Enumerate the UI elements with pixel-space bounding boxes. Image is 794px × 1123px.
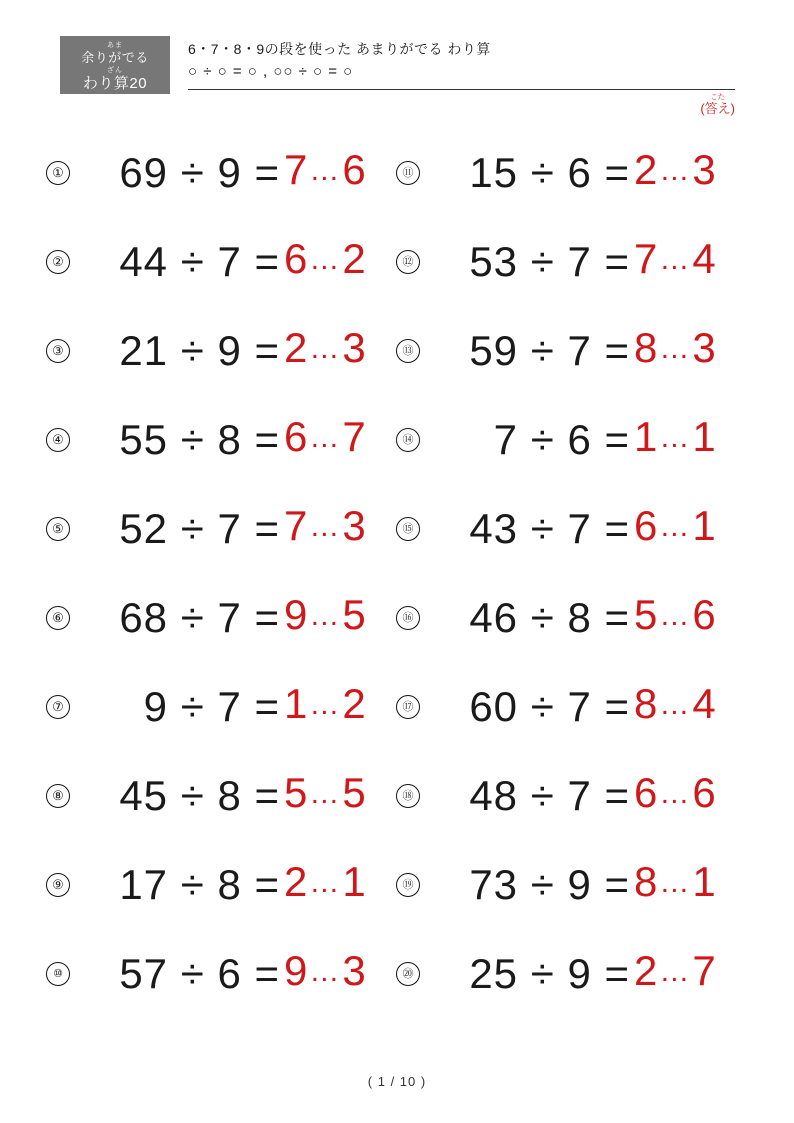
problem-item	[46, 217, 396, 306]
remainder-dots: …	[659, 688, 691, 721]
problem-expression	[426, 416, 634, 464]
answer	[284, 947, 396, 1000]
worksheet-description	[188, 38, 733, 60]
remainder-dots: …	[309, 332, 341, 365]
quotient: 7	[284, 502, 308, 549]
answer	[284, 413, 396, 466]
badge-line2-text: わり算20	[82, 75, 148, 92]
equals-sign: =	[604, 504, 630, 552]
quotient: 7	[634, 235, 658, 282]
equals-sign: =	[254, 949, 280, 997]
remainder-dots: …	[659, 243, 691, 276]
header-text-block	[188, 38, 733, 84]
remainder: 7	[342, 413, 366, 460]
problem-row	[46, 573, 746, 662]
problem-number: ⑪	[396, 161, 420, 185]
divide-sign: ÷	[530, 326, 555, 374]
problem-number: ⑰	[396, 695, 420, 719]
equals-sign: =	[254, 682, 280, 730]
description-text: 6・7・8・9の段を使った あまりがでる わり算	[188, 41, 491, 57]
remainder: 1	[692, 502, 716, 549]
remainder-dots: …	[309, 866, 341, 899]
remainder: 4	[692, 235, 716, 282]
badge-line2-ruby: ざん	[107, 67, 123, 74]
problem-expression	[76, 238, 284, 286]
answer	[284, 235, 396, 288]
remainder-dots: …	[659, 599, 691, 632]
problem-grid	[46, 128, 746, 1018]
divide-sign: ÷	[180, 949, 205, 997]
problem-item	[46, 662, 396, 751]
remainder: 5	[342, 591, 366, 638]
problem-number: ③	[46, 339, 70, 363]
problem-expression	[426, 772, 634, 820]
divide-sign: ÷	[180, 504, 205, 552]
problem-row	[46, 128, 746, 217]
divisor: 6	[217, 949, 242, 997]
problem-number: ②	[46, 250, 70, 274]
problem-expression	[76, 594, 284, 642]
divisor: 8	[217, 415, 242, 463]
remainder-dots: …	[659, 332, 691, 365]
problem-row	[46, 662, 746, 751]
remainder-dots: …	[309, 243, 341, 276]
divisor: 9	[567, 860, 592, 908]
dividend: 25	[469, 949, 519, 997]
divide-sign: ÷	[180, 771, 205, 819]
remainder: 1	[342, 858, 366, 905]
answer	[284, 680, 396, 733]
problem-expression	[426, 238, 634, 286]
remainder: 3	[692, 324, 716, 371]
dividend: 69	[119, 148, 169, 196]
equals-sign: =	[604, 237, 630, 285]
remainder-dots: …	[309, 154, 341, 187]
problem-row	[46, 751, 746, 840]
remainder-dots: …	[309, 510, 341, 543]
quotient: 5	[634, 591, 658, 638]
equals-sign: =	[254, 504, 280, 552]
remainder: 2	[342, 680, 366, 727]
remainder-dots: …	[659, 955, 691, 988]
equals-sign: =	[604, 771, 630, 819]
divisor: 7	[217, 593, 242, 641]
divisor: 6	[567, 415, 592, 463]
remainder-dots: …	[659, 154, 691, 187]
problem-item	[396, 840, 746, 929]
problem-row	[46, 306, 746, 395]
equals-sign: =	[604, 148, 630, 196]
problem-expression	[76, 950, 284, 998]
divide-sign: ÷	[180, 237, 205, 285]
dividend: 60	[469, 682, 519, 730]
answer	[284, 769, 396, 822]
problem-item	[46, 306, 396, 395]
quotient: 5	[284, 769, 308, 816]
remainder: 4	[692, 680, 716, 727]
remainder-dots: …	[659, 510, 691, 543]
problem-number: ⑲	[396, 873, 420, 897]
equals-sign: =	[604, 326, 630, 374]
remainder-dots: …	[659, 421, 691, 454]
equals-sign: =	[254, 237, 280, 285]
answer	[634, 146, 746, 199]
problem-item	[396, 306, 746, 395]
remainder-dots: …	[309, 777, 341, 810]
problem-expression	[76, 327, 284, 375]
divisor: 8	[567, 593, 592, 641]
dividend: 9	[143, 682, 169, 730]
problem-row	[46, 840, 746, 929]
answer-label-ruby: こた	[710, 94, 725, 101]
problem-expression	[76, 505, 284, 553]
quotient: 9	[284, 947, 308, 994]
remainder: 5	[342, 769, 366, 816]
badge-title-line2	[60, 67, 170, 94]
quotient: 7	[284, 146, 308, 193]
dividend: 43	[469, 504, 519, 552]
remainder: 6	[342, 146, 366, 193]
quotient: 2	[634, 947, 658, 994]
problem-number: ⑩	[46, 962, 70, 986]
dividend: 45	[119, 771, 169, 819]
divisor: 7	[217, 682, 242, 730]
equals-sign: =	[254, 148, 280, 196]
divisor: 7	[567, 504, 592, 552]
problem-item	[396, 751, 746, 840]
problem-item	[396, 929, 746, 1018]
equals-sign: =	[604, 949, 630, 997]
quotient: 2	[634, 146, 658, 193]
divisor: 9	[567, 949, 592, 997]
problem-number: ⑭	[396, 428, 420, 452]
divide-sign: ÷	[530, 593, 555, 641]
quotient: 6	[284, 413, 308, 460]
answer	[284, 502, 396, 555]
quotient: 2	[284, 858, 308, 905]
title-badge	[60, 36, 170, 94]
divisor: 7	[217, 237, 242, 285]
remainder: 7	[692, 947, 716, 994]
remainder: 1	[692, 413, 716, 460]
problem-expression	[426, 505, 634, 553]
answer	[634, 680, 746, 733]
quotient: 9	[284, 591, 308, 638]
remainder: 3	[342, 502, 366, 549]
problem-expression	[76, 683, 284, 731]
problem-item	[396, 128, 746, 217]
answer	[284, 146, 396, 199]
problem-number: ⑤	[46, 517, 70, 541]
quotient: 8	[634, 858, 658, 905]
problem-expression	[426, 683, 634, 731]
problem-expression	[426, 594, 634, 642]
dividend: 15	[469, 148, 519, 196]
remainder-dots: …	[309, 955, 341, 988]
problem-number: ⑦	[46, 695, 70, 719]
problem-item	[396, 217, 746, 306]
dividend: 7	[493, 415, 519, 463]
divisor: 9	[217, 148, 242, 196]
remainder: 3	[692, 146, 716, 193]
problem-row	[46, 929, 746, 1018]
badge-line1-ruby: あま	[106, 42, 123, 49]
worksheet-header	[60, 36, 735, 116]
problem-expression	[76, 861, 284, 909]
problem-item	[396, 662, 746, 751]
remainder: 6	[692, 591, 716, 638]
problem-row	[46, 484, 746, 573]
quotient: 6	[634, 502, 658, 549]
answer-label-text: (答え)	[700, 101, 735, 116]
problem-expression	[76, 772, 284, 820]
divisor: 7	[567, 771, 592, 819]
problem-item	[46, 840, 396, 929]
divisor: 9	[217, 326, 242, 374]
quotient: 8	[634, 680, 658, 727]
remainder-dots: …	[309, 688, 341, 721]
divide-sign: ÷	[530, 771, 555, 819]
equals-sign: =	[254, 415, 280, 463]
badge-title-line1	[60, 42, 170, 67]
problem-expression	[426, 327, 634, 375]
divide-sign: ÷	[180, 148, 205, 196]
equals-sign: =	[254, 860, 280, 908]
divide-sign: ÷	[530, 682, 555, 730]
problem-row	[46, 395, 746, 484]
dividend: 68	[119, 593, 169, 641]
divide-sign: ÷	[180, 682, 205, 730]
dividend: 59	[469, 326, 519, 374]
answer	[634, 324, 746, 377]
remainder-dots: …	[309, 599, 341, 632]
equals-sign: =	[604, 682, 630, 730]
divide-sign: ÷	[530, 949, 555, 997]
divisor: 6	[567, 148, 592, 196]
problem-item	[46, 128, 396, 217]
divide-sign: ÷	[180, 593, 205, 641]
answer	[634, 858, 746, 911]
problem-expression	[426, 861, 634, 909]
remainder: 1	[692, 858, 716, 905]
badge-line1-text: 余りがでる	[81, 50, 149, 65]
answer	[634, 502, 746, 555]
problem-number: ①	[46, 161, 70, 185]
problem-number: ⑨	[46, 873, 70, 897]
answer	[634, 591, 746, 644]
answer	[284, 591, 396, 644]
dividend: 73	[469, 860, 519, 908]
equals-sign: =	[254, 593, 280, 641]
quotient: 6	[284, 235, 308, 282]
answer	[284, 858, 396, 911]
problem-number: ⑧	[46, 784, 70, 808]
remainder: 6	[692, 769, 716, 816]
equals-sign: =	[254, 771, 280, 819]
divide-sign: ÷	[180, 860, 205, 908]
problem-item	[396, 573, 746, 662]
divide-sign: ÷	[530, 148, 555, 196]
dividend: 52	[119, 504, 169, 552]
divisor: 7	[567, 326, 592, 374]
remainder-dots: …	[659, 777, 691, 810]
quotient: 6	[634, 769, 658, 816]
problem-item	[46, 395, 396, 484]
dividend: 55	[119, 415, 169, 463]
problem-number: ⑫	[396, 250, 420, 274]
equals-sign: =	[604, 593, 630, 641]
quotient: 1	[284, 680, 308, 727]
problem-number: ⑥	[46, 606, 70, 630]
equals-sign: =	[254, 326, 280, 374]
problem-number: ⑯	[396, 606, 420, 630]
dividend: 17	[119, 860, 169, 908]
problem-item	[46, 573, 396, 662]
answer	[634, 769, 746, 822]
equals-sign: =	[604, 415, 630, 463]
problem-expression	[76, 416, 284, 464]
answer-label	[700, 94, 735, 116]
divisor: 8	[217, 860, 242, 908]
problem-item	[396, 395, 746, 484]
problem-number: ⑮	[396, 517, 420, 541]
problem-number: ④	[46, 428, 70, 452]
page-footer: ( 1 / 10 )	[367, 1074, 427, 1089]
dividend: 21	[119, 326, 169, 374]
divisor: 8	[217, 771, 242, 819]
problem-expression	[76, 149, 284, 197]
problem-number: ⑱	[396, 784, 420, 808]
quotient: 2	[284, 324, 308, 371]
divide-sign: ÷	[530, 237, 555, 285]
remainder: 3	[342, 947, 366, 994]
problem-item	[46, 929, 396, 1018]
dividend: 44	[119, 237, 169, 285]
quotient: 8	[634, 324, 658, 371]
problem-item	[396, 484, 746, 573]
dividend: 57	[119, 949, 169, 997]
divide-sign: ÷	[530, 415, 555, 463]
problem-row	[46, 217, 746, 306]
problem-item	[46, 751, 396, 840]
quotient: 1	[634, 413, 658, 460]
dividend: 46	[469, 593, 519, 641]
remainder-dots: …	[309, 421, 341, 454]
problem-expression	[426, 950, 634, 998]
divisor: 7	[217, 504, 242, 552]
problem-expression	[426, 149, 634, 197]
problem-number: ⑳	[396, 962, 420, 986]
worksheet-pattern: ○ ÷ ○ = ○ , ○○ ÷ ○ = ○	[188, 63, 354, 80]
equals-sign: =	[604, 860, 630, 908]
divisor: 7	[567, 682, 592, 730]
divide-sign: ÷	[530, 860, 555, 908]
dividend: 48	[469, 771, 519, 819]
divide-sign: ÷	[530, 504, 555, 552]
problem-item	[46, 484, 396, 573]
remainder: 2	[342, 235, 366, 282]
divide-sign: ÷	[180, 415, 205, 463]
remainder: 3	[342, 324, 366, 371]
problem-number: ⑬	[396, 339, 420, 363]
answer	[634, 413, 746, 466]
dividend: 53	[469, 237, 519, 285]
divide-sign: ÷	[180, 326, 205, 374]
answer	[634, 235, 746, 288]
remainder-dots: …	[659, 866, 691, 899]
divisor: 7	[567, 237, 592, 285]
answer	[634, 947, 746, 1000]
answer	[284, 324, 396, 377]
header-divider	[188, 89, 735, 90]
